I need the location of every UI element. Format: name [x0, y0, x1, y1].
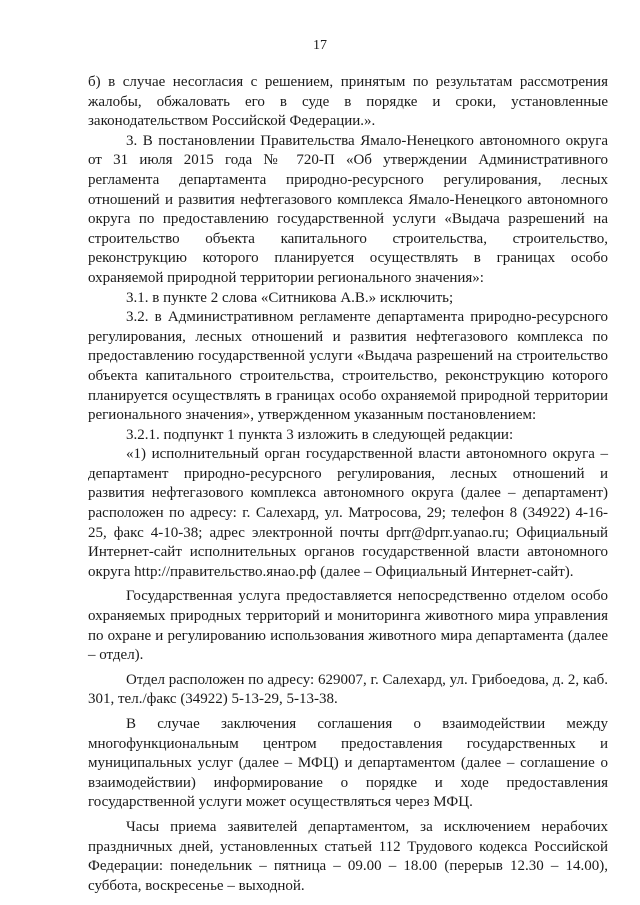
- paragraph-office-hours: Часы приема заявителей департаментом, за исключением нерабочих праздничных дней, установленных статьей 112 Трудового кодекса Российской Федерации: понедельник – пятница – 09.00 – 18.00 (перерыв 12.30 – 14.00), суббота, воскресенье – выходной.: [88, 818, 608, 894]
- paragraph-item-3-2-1: 3.2.1. подпункт 1 пункта 3 изложить в следующей редакции:: [126, 426, 514, 443]
- paragraph-mfc-agreement: В случае заключения соглашения о взаимодействии между многофункциональным центром предоставления государственных и муниципальных услуг (далее – МФЦ) и департаментом (далее – соглашение о взаимодействии) информирование о порядке и ходе предоставления государственной услуги может осуществляться через МФЦ.: [88, 716, 608, 811]
- paragraph-appeal-right: б) в случае несогласия с решением, принятым по результатам рассмотрения жалобы, обжаловать его в суде в порядке и сроки, установленные законодательством Российской Федерации.».: [88, 74, 608, 130]
- paragraph-item-3-1: 3.1. в пункте 2 слова «Ситникова А.В.» исключить;: [126, 289, 454, 306]
- paragraph-service-provider: Государственная услуга предоставляется непосредственно отделом особо охраняемых природных территорий и мониторинга животного мира управления по охране и регулированию использования животного мира департамента (далее – отдел).: [88, 588, 608, 664]
- paragraph-department-address: Отдел расположен по адресу: 629007, г. Салехард, ул. Грибоедова, д. 2, каб. 301, тел./факс (34922) 5-13-29, 5-13-38.: [88, 671, 608, 708]
- paragraph-item-3: 3. В постановлении Правительства Ямало-Ненецкого автономного округа от 31 июля 2015 года № 720-П «Об утверждении Административного регламента департамента природно-ресурсного регулирования, лесных отношений и развития нефтегазового комплекса Ямало-Ненецкого автономного округа по предоставлению государственной услуги «Выдача разрешений на строительство объекта капитального строительства, строительство, реконструкцию которого планируется осуществлять в границах особо охраняемой природной территории регионального значения»:: [88, 132, 608, 286]
- paragraph-item-3-2: 3.2. в Административном регламенте департамента природно-ресурсного регулирования, лесных отношений и развития нефтегазового комплекса по предоставлению государственной услуги «Выдача разрешений на строительство объекта капитального строительства, строительство, реконструкцию которого планируется осуществлять в границах особо охраняемой природной территории регионального значения», утвержденном указанным постановлением:: [88, 309, 608, 424]
- document-body: [88, 73, 608, 896]
- page-number: 17: [313, 38, 327, 53]
- paragraph-subitem-1: «1) исполнительный орган государственной власти автономного округа – департамент природно-ресурсного регулирования, лесных отношений и развития нефтегазового комплекса автономного округа (далее – департамент) расположен по адресу: г. Салехард, ул. Матросова, 29; телефон 8 (34922) 4-16-25, факс 4-10-38; адрес электронной почты dprr@dprr.yanao.ru; Официальный Интернет-сайт исполнительных органов государственной власти автономного округа http://правительство.янао.рф (далее – Официальный Интернет-сайт).: [88, 446, 608, 580]
